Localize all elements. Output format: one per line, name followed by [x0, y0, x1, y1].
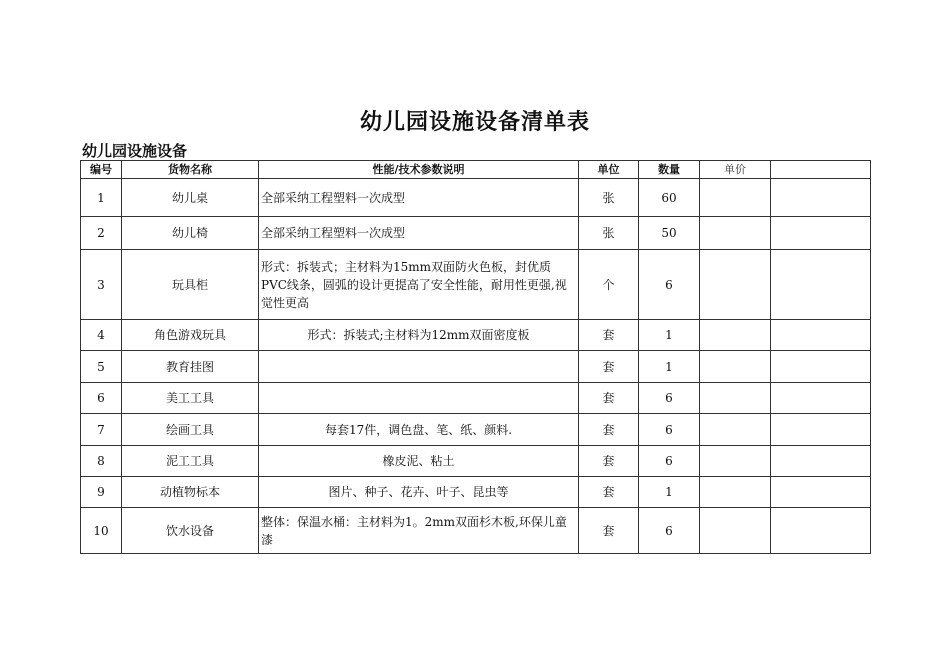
header-qty: 数量	[639, 161, 700, 179]
cell-name: 角色游戏玩具	[122, 320, 259, 351]
cell-price	[700, 477, 771, 508]
cell-unit: 张	[579, 179, 639, 217]
cell-spec: 橡皮泥、粘土	[259, 446, 579, 477]
cell-extra	[771, 383, 871, 414]
cell-extra	[771, 477, 871, 508]
cell-name: 泥工工具	[122, 446, 259, 477]
table-row	[81, 414, 871, 446]
cell-price	[700, 414, 771, 446]
cell-unit: 套	[579, 351, 639, 383]
cell-price	[700, 446, 771, 477]
cell-qty: 60	[639, 179, 700, 217]
cell-no: 10	[81, 508, 122, 554]
cell-spec: 全部采纳工程塑料一次成型	[259, 179, 579, 217]
table-row	[81, 217, 871, 250]
cell-spec: 形式：拆装式；主材料为15mm双面防火色板，封优质PVC线条，圆弧的设计更提高了安全性能，耐用性更强,视觉性更高	[259, 250, 579, 320]
header-price: 单价	[700, 161, 771, 179]
cell-unit: 套	[579, 446, 639, 477]
header-spec: 性能/技术参数说明	[259, 161, 579, 179]
cell-no: 6	[81, 383, 122, 414]
cell-extra	[771, 217, 871, 250]
cell-name: 饮水设备	[122, 508, 259, 554]
cell-name: 玩具柜	[122, 250, 259, 320]
cell-unit: 张	[579, 217, 639, 250]
table-row	[81, 320, 871, 351]
cell-qty: 6	[639, 383, 700, 414]
cell-extra	[771, 414, 871, 446]
table-row	[81, 351, 871, 383]
cell-unit: 套	[579, 414, 639, 446]
cell-no: 7	[81, 414, 122, 446]
cell-price	[700, 250, 771, 320]
cell-name: 美工工具	[122, 383, 259, 414]
table-row	[81, 477, 871, 508]
cell-price	[700, 508, 771, 554]
cell-qty: 6	[639, 446, 700, 477]
header-unit: 单位	[579, 161, 639, 179]
cell-qty: 1	[639, 477, 700, 508]
cell-spec	[259, 383, 579, 414]
cell-price	[700, 320, 771, 351]
cell-extra	[771, 320, 871, 351]
table-header-row	[81, 161, 871, 179]
cell-no: 8	[81, 446, 122, 477]
cell-extra	[771, 351, 871, 383]
cell-spec: 全部采纳工程塑料一次成型	[259, 217, 579, 250]
cell-no: 1	[81, 179, 122, 217]
cell-no: 5	[81, 351, 122, 383]
cell-qty: 1	[639, 320, 700, 351]
cell-qty: 6	[639, 250, 700, 320]
cell-price	[700, 217, 771, 250]
cell-extra	[771, 508, 871, 554]
cell-name: 幼儿椅	[122, 217, 259, 250]
table-row	[81, 446, 871, 477]
cell-name: 动植物标本	[122, 477, 259, 508]
cell-price	[700, 383, 771, 414]
section-title: 幼儿园设施设备	[82, 142, 188, 160]
table-row	[81, 250, 871, 320]
cell-spec: 形式：拆装式;主材料为12mm双面密度板	[259, 320, 579, 351]
cell-spec: 每套17件，调色盘、笔、纸、颜料.	[259, 414, 579, 446]
cell-name: 幼儿桌	[122, 179, 259, 217]
cell-qty: 1	[639, 351, 700, 383]
cell-no: 9	[81, 477, 122, 508]
cell-extra	[771, 179, 871, 217]
cell-extra	[771, 446, 871, 477]
header-name: 货物名称	[122, 161, 259, 179]
cell-spec	[259, 351, 579, 383]
cell-no: 2	[81, 217, 122, 250]
page-title: 幼儿园设施设备清单表	[359, 110, 590, 135]
cell-price	[700, 179, 771, 217]
cell-unit: 套	[579, 508, 639, 554]
header-no: 编号	[81, 161, 122, 179]
cell-unit: 个	[579, 250, 639, 320]
cell-qty: 6	[639, 414, 700, 446]
cell-name: 教育挂图	[122, 351, 259, 383]
table-row	[81, 508, 871, 554]
equipment-table	[80, 160, 871, 554]
cell-qty: 6	[639, 508, 700, 554]
cell-price	[700, 351, 771, 383]
cell-qty: 50	[639, 217, 700, 250]
cell-spec: 整体：保温水桶：主材料为1。2mm双面杉木板,环保儿童漆	[259, 508, 579, 554]
cell-unit: 套	[579, 477, 639, 508]
table-row	[81, 383, 871, 414]
header-extra	[771, 161, 871, 179]
cell-no: 4	[81, 320, 122, 351]
cell-unit: 套	[579, 383, 639, 414]
cell-extra	[771, 250, 871, 320]
cell-name: 绘画工具	[122, 414, 259, 446]
table-row	[81, 179, 871, 217]
cell-spec: 图片、种子、花卉、叶子、昆虫等	[259, 477, 579, 508]
cell-no: 3	[81, 250, 122, 320]
cell-unit: 套	[579, 320, 639, 351]
